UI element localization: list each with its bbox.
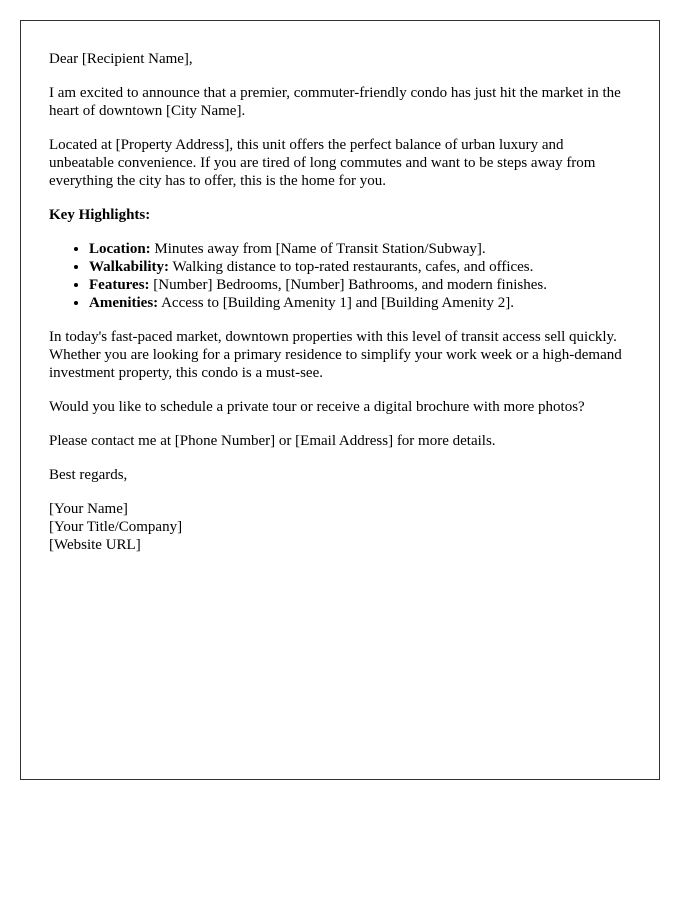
highlight-text: Minutes away from [Name of Transit Station/Subway].: [150, 241, 486, 257]
signature-name: [Your Name]: [49, 501, 128, 517]
highlight-item: [89, 294, 631, 312]
closing: Best regards,: [49, 467, 128, 483]
highlights-list: [49, 240, 631, 312]
highlight-label: Features:: [89, 277, 150, 293]
highlight-item: [89, 258, 631, 276]
letter-page: [20, 20, 660, 780]
highlight-text: Walking distance to top-rated restaurants, cafes, and offices.: [169, 259, 534, 275]
highlight-label: Amenities:: [89, 295, 159, 311]
highlight-label: Walkability:: [89, 259, 170, 275]
highlight-text: [Number] Bedrooms, [Number] Bathrooms, and modern finishes.: [149, 277, 547, 293]
highlight-item: [89, 240, 631, 258]
highlight-label: Location:: [89, 241, 151, 257]
greeting: Dear [Recipient Name],: [49, 51, 193, 67]
signature-website: [Website URL]: [49, 537, 141, 553]
highlights-heading: Key Highlights:: [49, 207, 151, 223]
highlight-text: Access to [Building Amenity 1] and [Building Amenity 2].: [158, 295, 514, 311]
signature-block: [49, 500, 631, 554]
signature-title: [Your Title/Company]: [49, 519, 183, 535]
contact-paragraph: Please contact me at [Phone Number] or [Email Address] for more details.: [49, 433, 496, 449]
location-paragraph: Located at [Property Address], this unit offers the perfect balance of urban luxury and unbeatable convenience. If you are tired of long commutes and want to be steps away from everything the city has to offer, this is the home for you.: [49, 137, 596, 189]
intro-paragraph: I am excited to announce that a premier, commuter-friendly condo has just hit the market in the heart of downtown [City Name].: [49, 85, 621, 119]
highlight-item: [89, 276, 631, 294]
tour-question: Would you like to schedule a private tour or receive a digital brochure with more photos?: [49, 399, 585, 415]
market-paragraph: In today's fast-paced market, downtown properties with this level of transit access sell quickly. Whether you are looking for a primary residence to simplify your work week or a high-demand investment property, this condo is a must-see.: [49, 329, 622, 381]
